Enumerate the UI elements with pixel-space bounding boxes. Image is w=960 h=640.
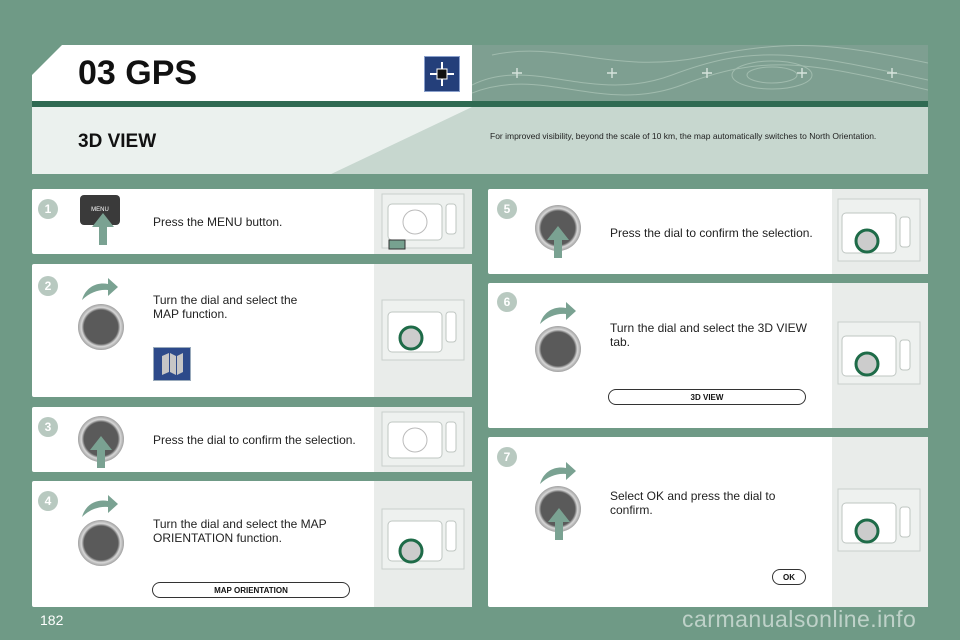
turn-arrow-icon — [82, 278, 118, 300]
topographic-header-art — [472, 45, 928, 101]
turn-arrow-icon — [540, 302, 576, 324]
step-number: 1 — [38, 199, 58, 219]
page-number: 182 — [40, 612, 64, 628]
press-arrow-icon — [92, 213, 114, 245]
step-number: 4 — [38, 491, 58, 511]
step-number: 7 — [497, 447, 517, 467]
dial-knob-icon — [78, 304, 124, 350]
section-title: 3D VIEW — [78, 131, 157, 152]
menu-button-icon: MENU — [80, 195, 120, 225]
step-instruction: Press the dial to confirm the selection. — [610, 226, 813, 240]
gps-crosshair-icon — [424, 56, 460, 92]
step-instruction: Select OK and press the dial to confirm. — [610, 489, 776, 517]
press-arrow-icon — [90, 436, 112, 468]
dial-knob-icon — [535, 326, 581, 372]
step-instruction: Turn the dial and select the 3D VIEW tab. — [610, 321, 807, 349]
step-number: 3 — [38, 417, 58, 437]
dashboard-controls-image — [836, 485, 924, 555]
ok-pill: OK — [772, 569, 806, 585]
turn-arrow-icon — [540, 462, 576, 484]
step-number: 5 — [497, 199, 517, 219]
step-instruction: Press the dial to confirm the selection. — [153, 433, 356, 447]
dashboard-controls-image — [836, 195, 924, 265]
map-icon — [153, 347, 191, 381]
press-arrow-icon — [548, 508, 570, 540]
step-number: 2 — [38, 276, 58, 296]
dial-knob-icon — [78, 520, 124, 566]
dashboard-controls-image — [380, 505, 468, 575]
press-arrow-icon — [547, 226, 569, 258]
map-orientation-pill: MAP ORIENTATION — [152, 582, 350, 598]
step-instruction: Turn the dial and select the MAP ORIENTATION function. — [153, 517, 327, 545]
dashboard-controls-image — [380, 190, 468, 252]
dashboard-controls-image — [380, 408, 468, 470]
dashboard-controls-image — [380, 296, 468, 366]
step-instruction: Press the MENU button. — [153, 215, 283, 229]
3d-view-pill: 3D VIEW — [608, 389, 806, 405]
turn-arrow-icon — [82, 495, 118, 517]
watermark: carmanualsonline.info — [682, 606, 917, 632]
dashboard-controls-image — [836, 318, 924, 388]
step-instruction: Turn the dial and select the MAP function. — [153, 293, 298, 321]
chapter-title: 03 GPS — [78, 54, 198, 92]
intro-text: For improved visibility, beyond the scale of 10 km, the map automatically switches to North Orientation. — [490, 131, 877, 141]
step-number: 6 — [497, 292, 517, 312]
